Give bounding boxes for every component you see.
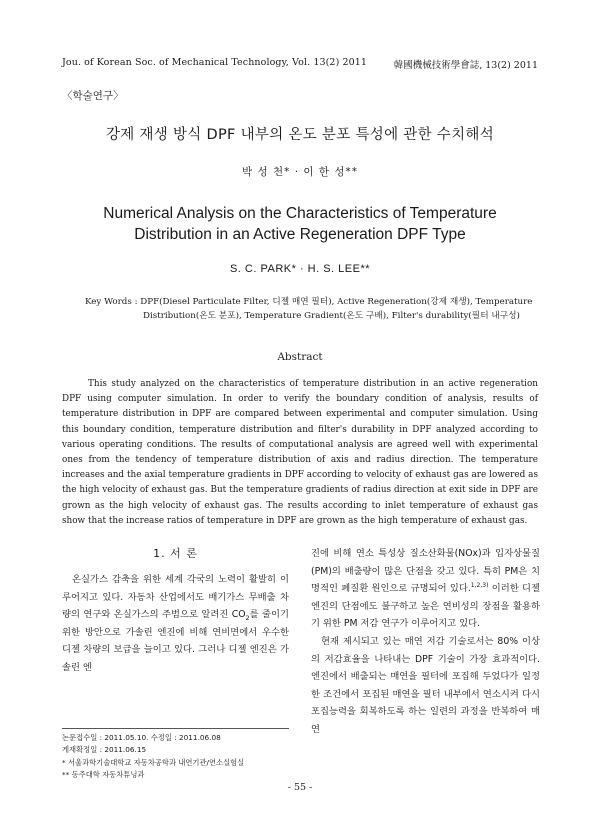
footnote-affiliation-1: * 서울과학기술대학교 자동차공학과 내연기관/연소실험실 — [62, 757, 245, 767]
paper-title-en-line1: Numerical Analysis on the Characteristics of Temperature — [103, 205, 497, 222]
footnote-affiliation-2: ** 동주대학 자동차튜닝과 — [62, 769, 145, 779]
intro-paragraph-1-part-a: 온실가스 감축을 위한 세계 각국의 노력이 활발히 이루어지고 있다. 자동차 산업에서도 배기가스 무배출 차량의 연구와 온실가스의 주범으로 알려진 CO — [62, 574, 289, 621]
keywords-line2: Distribution(온도 분포), Temperature Gradient(온도 구배), Filter's durability(필터 내구성) — [143, 311, 520, 321]
footnote-received: 논문접수일 : 2011.05.10. 수정일 : 2011.06.08 — [62, 733, 221, 742]
abstract-text: This study analyzed on the characteristics of temperature distribution in an active regeneration DPF using computer simulation. In order to verify the boundary condition of analysis, results of temperature distribution in DPF are compared between experimental and computer simulation. Using this boundary condition, temperature distribution and filter's durability in DPF analyzed according to various operating conditions. The results of computational analysis are agreed well with experimental ones from the tendency of temperature distribution of axis and radius direction. The temperature increases and the axial temperature gradients in DPF according to velocity of exhaust gas are lowered as the high velocity of exhaust gas. But the temperature gradients of radius direction at exit side in DPF are grown as the high velocity of exhaust gas. The results according to inlet temperature of exhaust gas show that the increase ratios of temperature in DPF are grown as the high temperature of exhaust gas. — [62, 379, 538, 526]
citation-superscript: 1,2,3) — [470, 582, 489, 590]
intro-paragraph-2-part-a: 진에 비해 연소 특성상 질소산화물(NOx)과 입자상물질(PM)의 배출량이 많은 단점을 갖고 있다. 특히 PM은 치명적인 폐질환 원인으로 규명되어 있다. — [311, 548, 540, 595]
abstract-heading: Abstract — [277, 351, 323, 363]
paper-title-en-line2: Distribution in an Active Regeneration DPF Type — [134, 226, 466, 243]
intro-paragraph-1 — [62, 571, 289, 677]
section-heading-introduction: 1. 서 론 — [153, 547, 198, 560]
footnotes — [62, 728, 289, 781]
right-column — [311, 545, 540, 739]
page-number: - 55 - — [287, 782, 313, 793]
paper-title-kr: 강제 재생 방식 DPF 내부의 온도 분포 특성에 관한 수치해석 — [105, 127, 495, 143]
keywords — [85, 295, 535, 323]
keywords-line1: DPF(Diesel Particulate Filter, 디젤 매연 필터), Active Regeneration(강제 재생), Temperature — [140, 297, 533, 307]
journal-header-kr: 韓國機械技術學會誌, 13(2) 2011 — [393, 60, 538, 71]
paper-title-en — [0, 203, 600, 245]
authors-en: S. C. PARK* · H. S. LEE** — [229, 263, 371, 275]
intro-paragraph-2-part-b: 이러한 디젤엔진의 단점에도 불구하고 높은 연비성의 장점을 활용하기 위한 PM 저감 연구가 이루어지고 있다. — [311, 583, 540, 630]
co2-subscript: 2 — [245, 614, 250, 623]
journal-header-en: Jou. of Korean Soc. of Mechanical Technology, Vol. 13(2) 2011 — [62, 57, 368, 68]
article-category: 〈학술연구〉 — [62, 90, 124, 102]
intro-paragraph-1-part-b: 를 줄이기 위한 방안으로 가솔린 엔진에 비해 연비면에서 우수한 디젤 차량의 보급을 늘이고 있다. 그러나 디젤 엔진은 가솔린 엔 — [62, 609, 289, 673]
footnote-accepted: 게재확정일 : 2011.06.15 — [62, 745, 147, 755]
keywords-label: Key Words : — [85, 297, 138, 307]
intro-paragraph-3: 현재 제시되고 있는 매연 저감 기술로서는 80% 이상의 저감효율을 나타내는 DPF 기술이 가장 효과적이다. 엔진에서 배출되는 매연을 필터에 포집해 두었다가 일정한 조건에서 포집된 매연을 필터 내부에서 연소시켜 다시 포집능력을 회복하도록 하는 일련의 과정을 반복하여 매연 — [311, 635, 540, 735]
left-column — [62, 545, 289, 677]
authors-kr: 박 성 천* · 이 한 성** — [242, 166, 358, 178]
intro-paragraph-2 — [311, 545, 540, 633]
